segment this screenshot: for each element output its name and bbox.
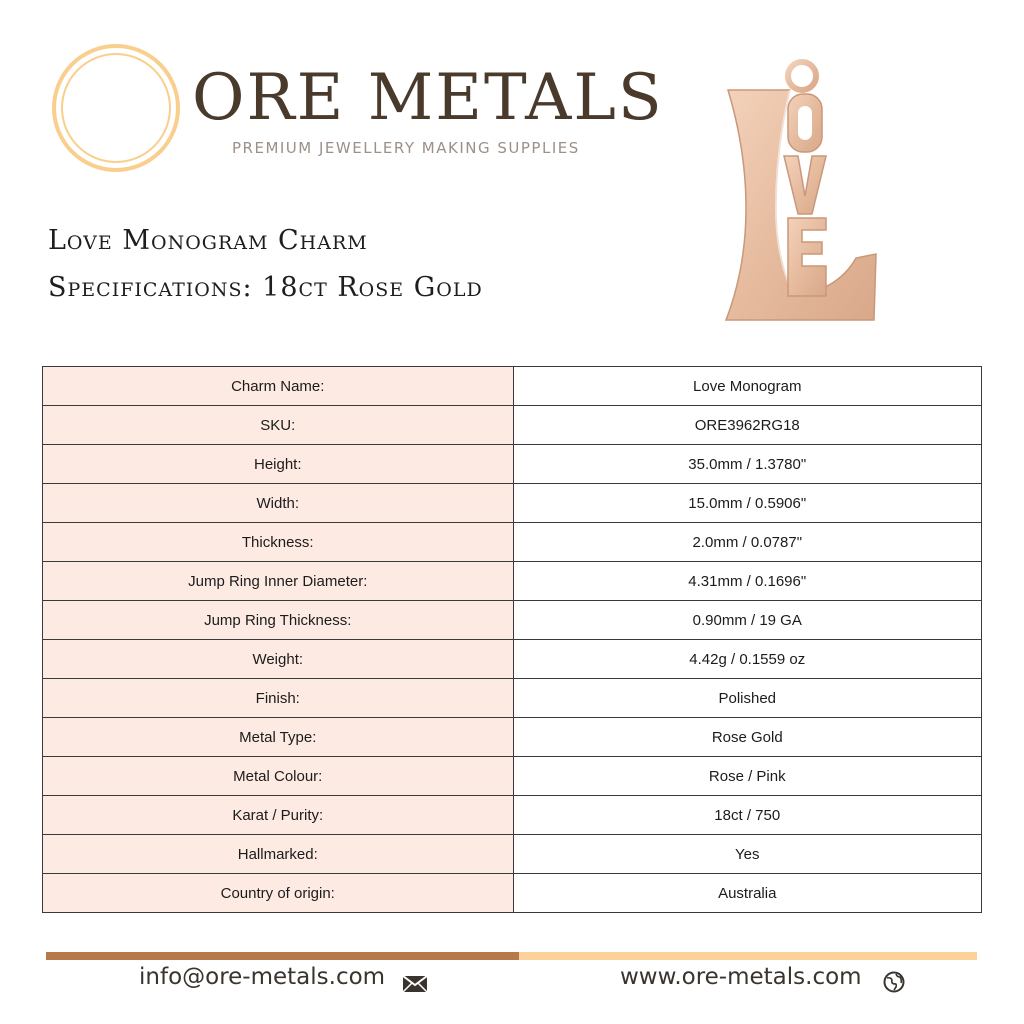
table-row xyxy=(43,640,982,679)
spec-value: 2.0mm / 0.0787" xyxy=(513,523,982,562)
spec-label: Karat / Purity: xyxy=(43,796,514,835)
spec-label: Country of origin: xyxy=(43,874,514,913)
footer-bar-left xyxy=(46,952,519,960)
spec-label: Metal Type: xyxy=(43,718,514,757)
product-specifications: Specifications: 18ct Rose Gold xyxy=(48,272,483,303)
brand-name: ORE METALS xyxy=(192,61,664,135)
spec-value: Rose Gold xyxy=(513,718,982,757)
table-row xyxy=(43,796,982,835)
logo-ring xyxy=(50,42,182,174)
spec-label: Charm Name: xyxy=(43,367,514,406)
spec-value: Rose / Pink xyxy=(513,757,982,796)
spec-value: 15.0mm / 0.5906" xyxy=(513,484,982,523)
spec-value: 0.90mm / 19 GA xyxy=(513,601,982,640)
table-row xyxy=(43,757,982,796)
brand-tagline: PREMIUM JEWELLERY MAKING SUPPLIES xyxy=(232,139,580,157)
contact-website[interactable]: www.ore-metals.com xyxy=(620,964,862,990)
spec-label: Weight: xyxy=(43,640,514,679)
spec-value: Yes xyxy=(513,835,982,874)
spec-label: Width: xyxy=(43,484,514,523)
table-row xyxy=(43,523,982,562)
table-row xyxy=(43,445,982,484)
table-row xyxy=(43,367,982,406)
spec-label: Thickness: xyxy=(43,523,514,562)
spec-label: Hallmarked: xyxy=(43,835,514,874)
contact-email[interactable]: info@ore-metals.com xyxy=(139,964,386,990)
spec-value: 18ct / 750 xyxy=(513,796,982,835)
charm-product-image xyxy=(718,58,886,328)
footer-bar-right xyxy=(519,952,977,960)
spec-label: Jump Ring Inner Diameter: xyxy=(43,562,514,601)
table-row xyxy=(43,562,982,601)
table-row xyxy=(43,835,982,874)
spec-value: 4.42g / 0.1559 oz xyxy=(513,640,982,679)
table-row xyxy=(43,718,982,757)
globe-icon xyxy=(883,971,905,993)
table-row xyxy=(43,601,982,640)
spec-value: Love Monogram xyxy=(513,367,982,406)
table-row xyxy=(43,484,982,523)
spec-label: Height: xyxy=(43,445,514,484)
spec-value: ORE3962RG18 xyxy=(513,406,982,445)
product-title: Love Monogram Charm xyxy=(48,225,368,256)
table-row xyxy=(43,874,982,913)
table-row xyxy=(43,679,982,718)
spec-label: Finish: xyxy=(43,679,514,718)
spec-label: SKU: xyxy=(43,406,514,445)
table-row xyxy=(43,406,982,445)
spec-label: Jump Ring Thickness: xyxy=(43,601,514,640)
envelope-icon xyxy=(402,975,428,993)
spec-label: Metal Colour: xyxy=(43,757,514,796)
spec-value: 4.31mm / 0.1696" xyxy=(513,562,982,601)
spec-value: Polished xyxy=(513,679,982,718)
spec-value: Australia xyxy=(513,874,982,913)
spec-value: 35.0mm / 1.3780" xyxy=(513,445,982,484)
specifications-table xyxy=(42,366,982,913)
